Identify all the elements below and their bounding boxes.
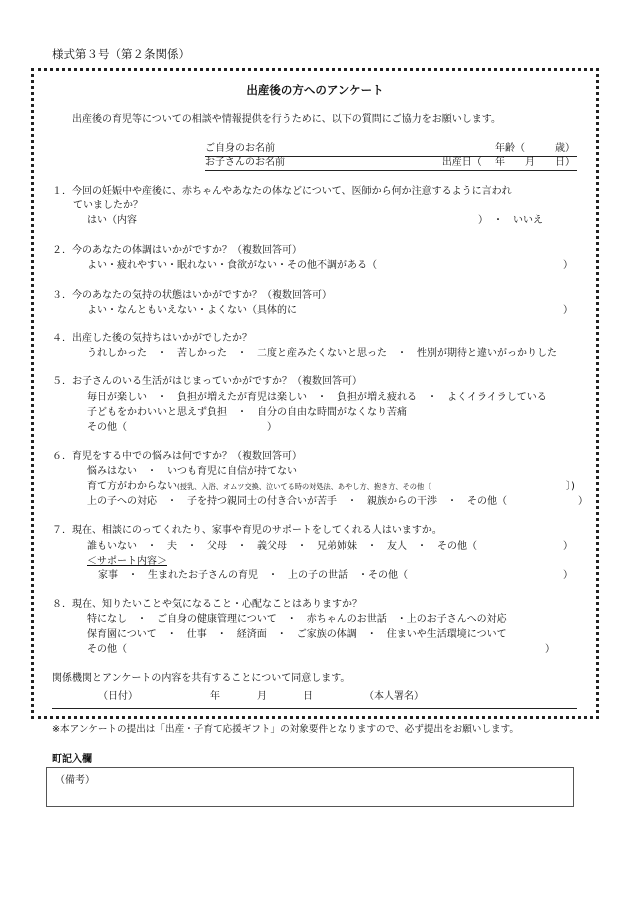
form-number: 様式第３号（第２条関係） <box>52 47 190 61</box>
child-name-field[interactable] <box>205 157 577 171</box>
q3-options[interactable]: よい・なんともいえない・よくない（具体的に <box>87 305 297 316</box>
age-label: 年齢（ 歳） <box>495 143 575 154</box>
q3-close: ） <box>563 305 573 316</box>
day-label: 日 <box>303 691 313 702</box>
town-section-label: 町記入欄 <box>52 754 92 765</box>
q6-detail-close: 〕) <box>566 481 575 492</box>
q8-options-1[interactable]: 特になし ・ ご自身の健康管理について ・ 赤ちゃんのお世話 ・上のお子さんへの対応 <box>87 614 507 625</box>
submission-note: ※本アンケートの提出は「出産・子育て応援ギフト」の対象要件となりますので、必ず提出をお願いします。 <box>52 724 520 735</box>
q7-options-1[interactable]: 誰もいない ・ 夫 ・ 父母 ・ 義父母 ・ 兄弟姉妹 ・ 友人 ・ その他（ <box>87 541 477 552</box>
question-5: ５．お子さんのいる生活がはじまっていかがですか？（複数回答可） <box>52 376 362 387</box>
q6-options-1[interactable]: 悩みはない ・ いつも育児に自信が持てない <box>87 466 297 477</box>
question-4: ４．出産した後の気持ちはいかがでしたか？ <box>52 333 252 344</box>
q1-option-yes[interactable]: はい（内容 <box>87 215 137 226</box>
q6-options-2[interactable] <box>87 481 431 492</box>
q7-options-2[interactable]: 家事 ・ 生まれたお子さんの育児 ・ 上の子の世話 ・その他（ <box>98 570 408 581</box>
year-label: 年 <box>210 691 220 702</box>
question-8: ８．現在、知りたいことや気になること・心配なことはありますか？ <box>52 599 362 610</box>
q7-close-2: ） <box>563 570 573 581</box>
q1-option-no[interactable]: ） ・ いいえ <box>478 215 543 226</box>
q6-options-3[interactable]: 上の子への対応 ・ 子を持つ親同士の付き合いが苦手 ・ 親族からの干渉 ・ その他（ <box>87 496 507 507</box>
question-1-cont: ていましたか？ <box>73 200 143 211</box>
date-label: （日付） <box>98 691 138 702</box>
question-3: ３．今のあなたの気持の状態はいかがですか？（複数回答可） <box>52 290 332 301</box>
question-1: １．今回の妊娠中や産後に、赤ちゃんやあなたの体などについて、医師から何か注意するように言われ <box>52 186 512 197</box>
question-6: ６．育児をする中での悩みは何ですか？（複数回答可） <box>52 451 302 462</box>
birth-date-label: 出産日（ 年 月 日） <box>441 157 575 168</box>
q2-close: ） <box>563 260 573 271</box>
child-name-label: お子さんのお名前 <box>205 157 285 168</box>
support-content-label: ＜サポート内容＞ <box>87 556 167 567</box>
self-name-label: ご自身のお名前 <box>205 143 275 154</box>
page-title: 出産後の方へのアンケート <box>246 83 384 97</box>
q5-options-1[interactable]: 毎日が楽しい ・ 負担が増えたが育児は楽しい ・ 負担が増え疲れる ・ よくイライラしている <box>87 392 547 403</box>
q5-options-2[interactable]: 子どもをかわいいと思えず負担 ・ 自分の自由な時間がなくなり苦痛 <box>87 407 407 418</box>
q4-options[interactable]: うれしかった ・ 苦しかった ・ 二度と産みたくないと思った ・ 性別が期待と違いがっかりした <box>87 348 557 359</box>
question-7: ７．現在、相談にのってくれたり、家事や育児のサポートをしてくれる人はいますか。 <box>52 525 442 536</box>
memo-box[interactable] <box>46 767 574 807</box>
memo-label: （備考） <box>55 775 95 786</box>
consent-text: 関係機関とアンケートの内容を共有することについて同意します。 <box>52 673 351 684</box>
q5-options-other[interactable]: その他（ ） <box>87 422 277 433</box>
signature-line[interactable] <box>52 708 577 709</box>
q8-close: ） <box>545 644 555 655</box>
signature-label: （本人署名） <box>364 691 424 702</box>
q7-close-1: ） <box>563 541 573 552</box>
self-name-field[interactable] <box>205 143 577 157</box>
question-2: ２．今のあなたの体調はいかがですか？（複数回答可） <box>52 245 302 256</box>
q2-options[interactable]: よい・疲れやすい・眠れない・食欲がない・その他不調がある（ <box>87 260 377 271</box>
q6-close: ） <box>578 496 588 507</box>
intro-text: 出産後の育児等についての相談や情報提供を行うために、以下の質問にご協力をお願いします。 <box>72 114 501 125</box>
q8-options-2[interactable]: 保育園について ・ 仕事 ・ 経済面 ・ ご家族の体調 ・ 住まいや生活環境について <box>87 629 507 640</box>
q8-options-other[interactable]: その他（ <box>87 644 127 655</box>
q6-option-parenting: 育て方がわからない <box>87 481 177 492</box>
month-label: 月 <box>257 691 267 702</box>
q6-option-detail: (授乳、入浴、オムツ交換、泣いてる時の対処法、あやし方、抱き方、その他〔 <box>177 482 432 491</box>
